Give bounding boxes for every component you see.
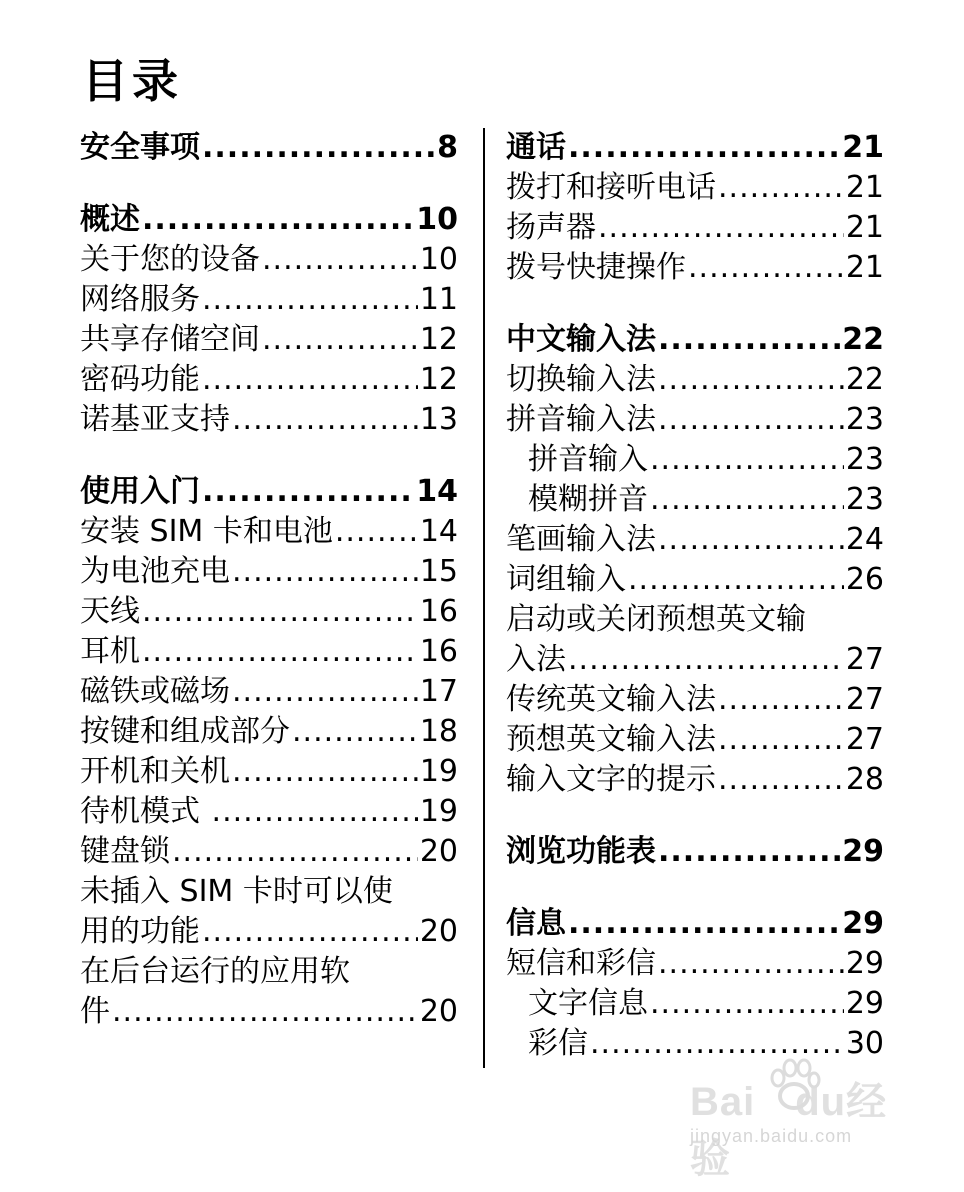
toc-page-number: 28: [845, 762, 884, 797]
toc-section-heading[interactable]: [506, 904, 884, 944]
toc-entry-label: 彩信: [528, 1026, 588, 1061]
toc-entry-label: 耳机: [80, 634, 140, 669]
toc-dot-leader: [172, 832, 418, 872]
toc-entry[interactable]: [506, 760, 884, 800]
toc-page-number: 26: [845, 562, 884, 597]
toc-dot-leader: [212, 792, 418, 832]
toc-entry-label: 短信和彩信: [506, 946, 656, 981]
toc-dot-leader: [232, 672, 418, 712]
toc-dot-leader: [718, 720, 844, 760]
toc-entry-label: 浏览功能表: [506, 834, 656, 869]
toc-entry[interactable]: [506, 520, 884, 560]
toc-dot-leader: [292, 712, 418, 752]
toc-entry[interactable]: [506, 944, 884, 984]
toc-dot-leader: [335, 512, 418, 552]
toc-page-number: 27: [845, 682, 884, 717]
watermark-logo-cn: 经验: [690, 1080, 888, 1181]
toc-entry-label: 传统英文输入法: [506, 682, 716, 717]
toc-entry-label: 信息: [506, 906, 566, 941]
toc-entry-label: 网络服务: [80, 282, 200, 317]
toc-page-number: 11: [419, 282, 458, 317]
toc-subentry[interactable]: [506, 984, 884, 1024]
toc-dot-leader: [718, 680, 844, 720]
toc-entry-label: 切换输入法: [506, 362, 656, 397]
toc-entry[interactable]: [506, 640, 884, 680]
toc-dot-leader: [202, 128, 435, 168]
toc-page-number: 22: [845, 362, 884, 397]
toc-dot-leader: [232, 400, 418, 440]
toc-page-number: 18: [419, 714, 458, 749]
toc-section-heading[interactable]: [80, 472, 458, 512]
toc-page-number: 14: [419, 514, 458, 549]
toc-page-number: 16: [419, 634, 458, 669]
toc-page-number: 8: [437, 130, 458, 165]
toc-entry-label: 笔画输入法: [506, 522, 656, 557]
toc-dot-leader: [142, 200, 414, 240]
watermark-logo-bai: Bai: [690, 1080, 756, 1124]
toc-page-number: 12: [419, 322, 458, 357]
toc-dot-leader: [650, 440, 844, 480]
toc-entry-label: 按键和组成部分: [80, 714, 290, 749]
toc-dot-leader: [262, 240, 418, 280]
toc-entry-label: 共享存储空间: [80, 322, 260, 357]
toc-entry[interactable]: [80, 552, 458, 592]
toc-dot-leader: [718, 760, 844, 800]
toc-entry[interactable]: [80, 400, 458, 440]
page-title: 目录: [82, 54, 182, 108]
toc-page-number: 20: [419, 914, 458, 949]
toc-entry-label: 诺基亚支持: [80, 402, 230, 437]
toc-dot-leader: [658, 320, 840, 360]
toc-entry-label: 键盘锁: [80, 834, 170, 869]
toc-page-number: 20: [419, 994, 458, 1029]
toc-section-heading[interactable]: [506, 128, 884, 168]
toc-dot-leader: [658, 400, 844, 440]
toc-entry-label: 密码功能: [80, 362, 200, 397]
toc-section-heading[interactable]: [506, 832, 884, 872]
toc-entry[interactable]: [80, 360, 458, 400]
toc-page-number: 14: [416, 474, 458, 509]
toc-entry-wrapped-text: 未插入 SIM 卡时可以使: [80, 874, 393, 909]
toc-entry-label: 关于您的设备: [80, 242, 260, 277]
toc-dot-leader: [718, 168, 844, 208]
toc-page-number: 10: [416, 202, 458, 237]
toc-page-number: 23: [845, 442, 884, 477]
toc-entry-label: 用的功能: [80, 914, 200, 949]
toc-page-number: 21: [845, 170, 884, 205]
toc-page-number: 29: [845, 986, 884, 1021]
toc-entry[interactable]: [506, 208, 884, 248]
toc-entry[interactable]: [80, 712, 458, 752]
toc-dot-leader: [658, 360, 844, 400]
toc-dot-leader: [112, 992, 418, 1032]
toc-page-number: 13: [419, 402, 458, 437]
toc-entry[interactable]: [80, 832, 458, 872]
toc-right-column: [506, 128, 884, 1064]
toc-dot-leader: [650, 984, 844, 1024]
toc-entry[interactable]: [80, 792, 458, 832]
toc-entry-label: 预想英文输入法: [506, 722, 716, 757]
toc-entry-wrapped-text: 启动或关闭预想英文输: [506, 602, 806, 637]
toc-page-number: 16: [419, 594, 458, 629]
toc-entry-label: 使用入门: [80, 474, 200, 509]
toc-dot-leader: [658, 944, 844, 984]
toc-entry-label: 拨号快捷操作: [506, 250, 686, 285]
watermark-url: jingyan.baidu.com: [690, 1126, 853, 1146]
toc-entry[interactable]: [80, 320, 458, 360]
toc-entry[interactable]: [80, 992, 458, 1032]
toc-dot-leader: [262, 320, 418, 360]
toc-entry[interactable]: [80, 752, 458, 792]
toc-page-number: 19: [419, 754, 458, 789]
toc-entry[interactable]: [80, 592, 458, 632]
toc-subentry[interactable]: [506, 440, 884, 480]
toc-dot-leader: [568, 128, 840, 168]
toc-page-number: 21: [845, 210, 884, 245]
toc-entry-label: 入法: [506, 642, 566, 677]
toc-entry[interactable]: [506, 400, 884, 440]
toc-page-number: 24: [845, 522, 884, 557]
toc-entry-label: 拨打和接听电话: [506, 170, 716, 205]
toc-entry-label: 中文输入法: [506, 322, 656, 357]
toc-dot-leader: [628, 560, 844, 600]
toc-entry-label: 拼音输入法: [506, 402, 656, 437]
toc-page-number: 21: [845, 250, 884, 285]
toc-entry[interactable]: [506, 248, 884, 288]
toc-entry[interactable]: [80, 632, 458, 672]
toc-entry-label: 模糊拼音: [528, 482, 648, 517]
toc-page-number: 19: [419, 794, 458, 829]
toc-dot-leader: [142, 592, 418, 632]
toc-dot-leader: [568, 640, 844, 680]
toc-entry[interactable]: [506, 720, 884, 760]
toc-dot-leader: [202, 912, 418, 952]
toc-dot-leader: [202, 360, 418, 400]
toc-page-number: 20: [419, 834, 458, 869]
toc-dot-leader: [142, 632, 418, 672]
toc-section-heading[interactable]: [80, 200, 458, 240]
watermark-logo-du: du: [795, 1080, 847, 1124]
toc-section-heading[interactable]: [506, 320, 884, 360]
toc-entry[interactable]: [80, 240, 458, 280]
toc-page-number: 10: [419, 242, 458, 277]
toc-page-number: 22: [842, 322, 884, 357]
toc-subentry[interactable]: [506, 480, 884, 520]
toc-entry[interactable]: [80, 512, 458, 552]
toc-page-number: 29: [845, 946, 884, 981]
toc-entry-label: 待机模式: [80, 794, 210, 829]
toc-entry[interactable]: [506, 680, 884, 720]
toc-dot-leader: [232, 552, 418, 592]
toc-entry-label: 文字信息: [528, 986, 648, 1021]
toc-entry-label: 输入文字的提示: [506, 762, 716, 797]
toc-page-number: 30: [845, 1026, 884, 1061]
baidu-jingyan-watermark: [690, 1070, 910, 1181]
toc-entry-label: 磁铁或磁场: [80, 674, 230, 709]
toc-entry-label: 安全事项: [80, 130, 200, 165]
toc-page-number: 21: [842, 130, 884, 165]
toc-page-number: 27: [845, 642, 884, 677]
toc-dot-leader: [658, 832, 840, 872]
toc-entry[interactable]: [506, 560, 884, 600]
toc-page-number: 29: [842, 834, 884, 869]
toc-page-number: 12: [419, 362, 458, 397]
toc-entry-label: 拼音输入: [528, 442, 648, 477]
toc-dot-leader: [598, 208, 844, 248]
toc-dot-leader: [202, 472, 414, 512]
toc-left-column: [80, 128, 458, 1032]
toc-entry-label: 通话: [506, 130, 566, 165]
toc-entry[interactable]: [80, 280, 458, 320]
toc-section-heading[interactable]: [80, 128, 458, 168]
toc-entry-label: 天线: [80, 594, 140, 629]
toc-entry-wrapped-text: 在后台运行的应用软: [80, 954, 350, 989]
toc-entry-label: 为电池充电: [80, 554, 230, 589]
toc-page-number: 29: [842, 906, 884, 941]
toc-entry-label: 安装 SIM 卡和电池: [80, 514, 333, 549]
toc-page-number: 23: [845, 482, 884, 517]
column-divider: [483, 128, 485, 1068]
toc-entry[interactable]: [506, 168, 884, 208]
toc-entry[interactable]: [80, 672, 458, 712]
toc-entry[interactable]: [80, 912, 458, 952]
toc-dot-leader: [688, 248, 844, 288]
toc-entry-label: 开机和关机: [80, 754, 230, 789]
toc-page-number: 15: [419, 554, 458, 589]
toc-entry-label: 词组输入: [506, 562, 626, 597]
toc-page-number: 17: [419, 674, 458, 709]
toc-page-number: 23: [845, 402, 884, 437]
toc-dot-leader: [658, 520, 844, 560]
toc-dot-leader: [650, 480, 844, 520]
toc-dot-leader: [232, 752, 418, 792]
toc-page-number: 27: [845, 722, 884, 757]
toc-dot-leader: [202, 280, 418, 320]
toc-subentry[interactable]: [506, 1024, 884, 1064]
toc-entry-label: 概述: [80, 202, 140, 237]
toc-entry-label: 件: [80, 994, 110, 1029]
toc-entry-label: 扬声器: [506, 210, 596, 245]
toc-entry[interactable]: [506, 360, 884, 400]
toc-dot-leader: [568, 904, 840, 944]
paw-icon: [764, 1056, 824, 1116]
